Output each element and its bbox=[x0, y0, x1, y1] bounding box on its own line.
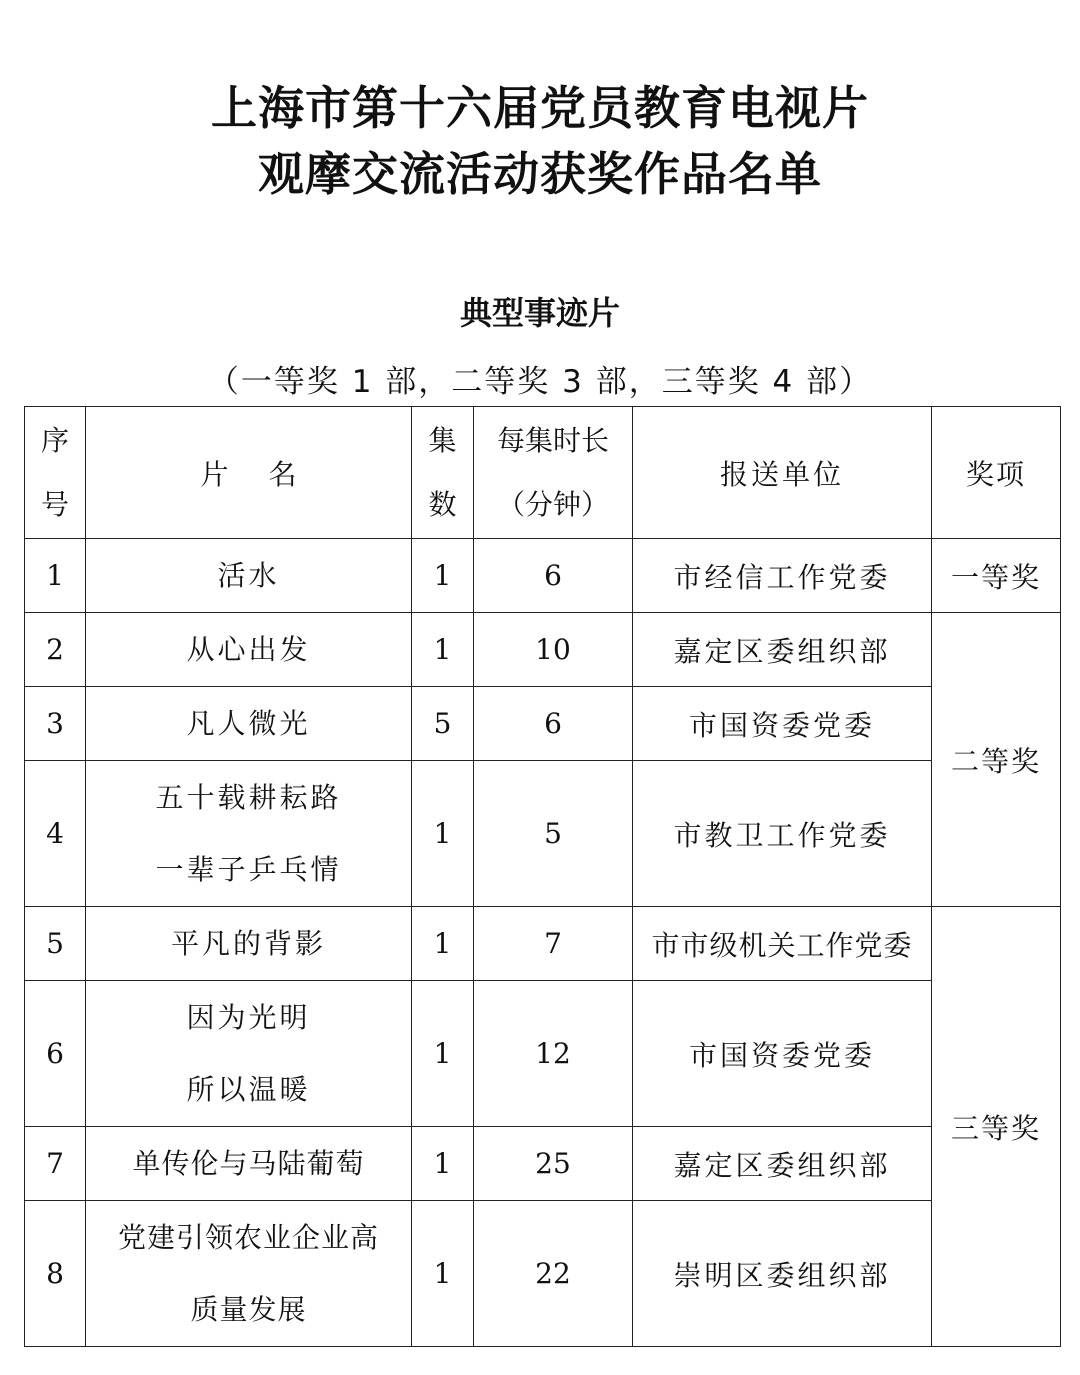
cell-unit: 嘉定区委组织部 bbox=[633, 1127, 932, 1201]
table-header-row bbox=[25, 407, 1061, 539]
header-episodes-line1: 集 bbox=[428, 423, 457, 457]
cell-episodes: 1 bbox=[412, 539, 474, 613]
cell-unit: 市国资委党委 bbox=[633, 981, 932, 1127]
cell-duration: 22 bbox=[474, 1201, 633, 1347]
cell-no: 8 bbox=[25, 1201, 86, 1347]
header-no bbox=[25, 407, 86, 539]
cell-episodes: 1 bbox=[412, 907, 474, 981]
table-row bbox=[25, 1127, 1061, 1201]
cell-name bbox=[86, 761, 412, 907]
cell-no: 2 bbox=[25, 613, 86, 687]
cell-name-line2: 一辈子乒乓情 bbox=[155, 852, 342, 886]
cell-duration: 6 bbox=[474, 539, 633, 613]
cell-duration: 6 bbox=[474, 687, 633, 761]
header-unit: 报送单位 bbox=[633, 407, 932, 539]
cell-unit: 市经信工作党委 bbox=[633, 539, 932, 613]
cell-episodes: 1 bbox=[412, 1127, 474, 1201]
cell-duration: 7 bbox=[474, 907, 633, 981]
header-award: 奖项 bbox=[932, 407, 1061, 539]
document-title-line1: 上海市第十六届党员教育电视片 bbox=[211, 81, 869, 135]
cell-name: 平凡的背影 bbox=[86, 907, 412, 981]
cell-name: 从心出发 bbox=[86, 613, 412, 687]
header-episodes-line2: 数 bbox=[428, 487, 457, 521]
table-row bbox=[25, 761, 1061, 907]
header-no-line2: 号 bbox=[40, 487, 69, 521]
table-row bbox=[25, 907, 1061, 981]
header-episodes bbox=[412, 407, 474, 539]
header-name bbox=[86, 407, 412, 539]
cell-duration: 10 bbox=[474, 613, 633, 687]
table-row bbox=[25, 539, 1061, 613]
document-title-line2: 观摩交流活动获奖作品名单 bbox=[258, 147, 822, 201]
cell-episodes: 5 bbox=[412, 687, 474, 761]
cell-name-line2: 所以温暖 bbox=[186, 1072, 311, 1106]
cell-episodes: 1 bbox=[412, 613, 474, 687]
cell-name: 活水 bbox=[86, 539, 412, 613]
cell-name: 单传伦与马陆葡萄 bbox=[86, 1127, 412, 1201]
header-duration bbox=[474, 407, 633, 539]
cell-unit: 崇明区委组织部 bbox=[633, 1201, 932, 1347]
cell-duration: 12 bbox=[474, 981, 633, 1127]
cell-name bbox=[86, 1201, 412, 1347]
cell-unit: 市教卫工作党委 bbox=[633, 761, 932, 907]
cell-unit: 嘉定区委组织部 bbox=[633, 613, 932, 687]
cell-duration: 5 bbox=[474, 761, 633, 907]
cell-no: 4 bbox=[25, 761, 86, 907]
awards-summary: （一等奖 1 部，二等奖 3 部，三等奖 4 部） bbox=[207, 364, 873, 400]
table-row bbox=[25, 613, 1061, 687]
cell-name: 凡人微光 bbox=[86, 687, 412, 761]
header-duration-line2: （分钟） bbox=[496, 487, 609, 521]
cell-duration: 25 bbox=[474, 1127, 633, 1201]
cell-award: 二等奖 bbox=[932, 613, 1061, 907]
cell-episodes: 1 bbox=[412, 1201, 474, 1347]
cell-name-line1: 因为光明 bbox=[186, 1000, 311, 1034]
cell-episodes: 1 bbox=[412, 981, 474, 1127]
table-row bbox=[25, 981, 1061, 1127]
header-name-label: 片名 bbox=[200, 457, 337, 491]
cell-no: 3 bbox=[25, 687, 86, 761]
cell-no: 7 bbox=[25, 1127, 86, 1201]
cell-unit: 市国资委党委 bbox=[633, 687, 932, 761]
awards-table bbox=[24, 406, 1061, 1347]
table-row bbox=[25, 687, 1061, 761]
cell-no: 5 bbox=[25, 907, 86, 981]
cell-unit: 市市级机关工作党委 bbox=[633, 907, 932, 981]
cell-no: 6 bbox=[25, 981, 86, 1127]
table-row bbox=[25, 1201, 1061, 1347]
cell-award: 一等奖 bbox=[932, 539, 1061, 613]
section-title: 典型事迹片 bbox=[459, 294, 620, 332]
cell-name-line1: 五十载耕耘路 bbox=[155, 780, 342, 814]
cell-episodes: 1 bbox=[412, 761, 474, 907]
cell-name-line2: 质量发展 bbox=[190, 1292, 307, 1326]
header-duration-line1: 每集时长 bbox=[496, 423, 609, 457]
cell-name-line1: 党建引领农业企业高 bbox=[117, 1220, 379, 1254]
cell-name bbox=[86, 981, 412, 1127]
cell-no: 1 bbox=[25, 539, 86, 613]
cell-award: 三等奖 bbox=[932, 907, 1061, 1347]
header-no-line1: 序 bbox=[40, 423, 69, 457]
